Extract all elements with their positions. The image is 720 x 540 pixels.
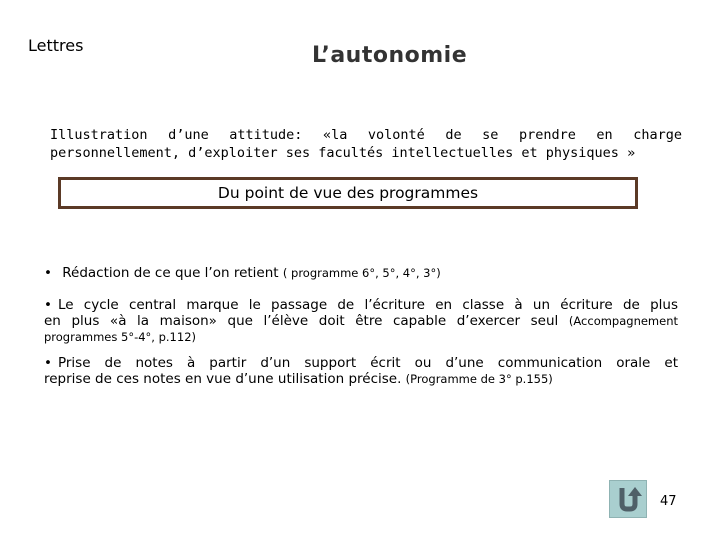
list-item-text: reprise de ces notes en vue d’une utilisation précise. xyxy=(44,371,402,387)
list-item-text: Prise de notes à partir d’un support écrit ou d’une communication orale et xyxy=(57,355,678,371)
list-item xyxy=(44,265,678,281)
list-item-line xyxy=(44,371,678,387)
banner-label: Du point de vue des programmes xyxy=(217,184,479,202)
bullet-mark: • xyxy=(44,297,52,313)
list-item xyxy=(44,297,678,345)
list-item-text: Rédaction de ce que l’on retient xyxy=(62,265,279,281)
page-title: L’autonomie xyxy=(312,43,468,68)
return-arrow-icon xyxy=(613,484,643,514)
return-button[interactable] xyxy=(609,480,647,518)
definition-line-1: Illustration d’une attitude: «la volonté de se prendre en charge xyxy=(50,127,682,143)
list-item-line xyxy=(44,355,678,371)
page-number: 47 xyxy=(660,494,677,509)
definition-text xyxy=(50,126,682,162)
list-item-note: (Programme de 3° p.155) xyxy=(405,372,553,386)
bullet-mark: • xyxy=(44,355,52,371)
definition-line-2: personnellement, d’exploiter ses facultés intellectuelles et physiques » xyxy=(50,145,636,161)
bullet-list xyxy=(44,265,678,387)
bullet-mark: • xyxy=(44,265,52,281)
list-item-note: ( programme 6°, 5°, 4°, 3°) xyxy=(282,266,441,280)
subject-label: Lettres xyxy=(28,36,84,55)
list-item xyxy=(44,355,678,387)
list-item-line xyxy=(44,297,678,313)
list-item-note: programmes 5°-4°, p.112) xyxy=(44,330,196,344)
list-item-text: Le cycle central marque le passage de l’écriture en classe à un écriture de plus xyxy=(57,297,678,313)
list-item-line xyxy=(44,313,678,329)
list-item-note: (Accompagnement xyxy=(568,314,679,328)
programmes-banner xyxy=(58,177,638,209)
list-item-text: en plus «à la maison» que l’élève doit être capable d’exercer seul xyxy=(44,313,559,329)
